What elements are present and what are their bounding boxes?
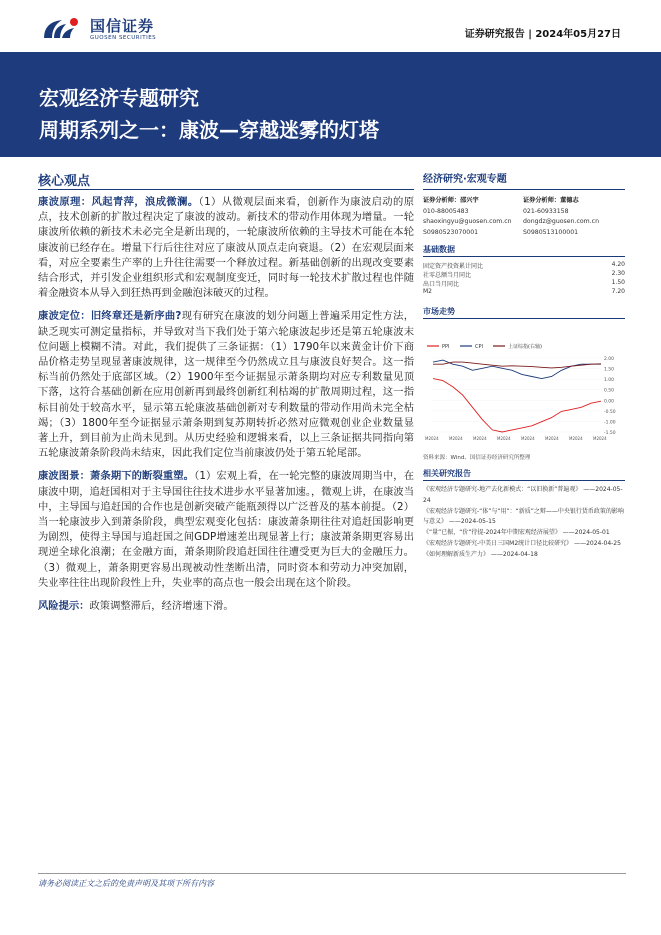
metric-value: 2.30 [611,270,625,277]
core-paragraph [38,599,414,614]
paragraph-body: （1）从微观层面来看，创新作为康波启动的原点，技术创新的扩散过程决定了康波的波动。新技术的带动作用体现为增量。一轮康波所依赖的新技术未必完全是新出现的，一轮康波所依赖的主导技术可能在本轮康波前已经存在。增量下行后往往对应了康波从顶点走向衰退。（2）在宏观层面来看，对应全要素生产率的上升往往需要一个释放过程。新基础创新的出现改变要素结合形式，并引发企业组织形式和宏观制度变迁，同时每一轮技术扩散过程也伴随着金融资本从导入到狂热再到金融泡沫破灭的过程。 [38,196,415,300]
metric-label: M2 [423,288,432,295]
legend-label: PPI [442,344,450,350]
x-tick-label: M2024 [473,436,487,441]
analyst-cert: S0980513100001 [523,228,579,236]
core-paragraph [38,309,414,461]
related-reports [423,485,625,561]
core-paragraph [38,469,414,591]
paragraph-body: （1）宏观上看，在一轮完整的康波周期当中，在康波中期，追赶国相对于主导国往往技术进步水平显著加速。，微观上讲，在康波当中，主导国与追赶国的合作也是创新突破产能瓶颈得以广泛普及的基本前提。（2）当一轮康波步入到萧条阶段，典型宏观变化包括：康波萧条期往往对追赶国影响更为剧烈，使得主导国与追赶国之间GDP增速差出现显著上行；康波萧条期更容易出现逆全球化浪潮；在金融方面，萧条期阶段追赶国往往遭受更为巨大的金融压力。（3）微观上，萧条期更容易出现被动性垄断出清，同时资本和劳动力冲突加剧，失业率往往出现阶段性上升，失业率的高点也一般会出现在这个阶段。 [38,470,415,589]
y-tick-label: 2.00 [604,357,615,362]
basic-data-heading: 基础数据 [423,245,455,254]
related-report-item[interactable]: 《宏观经济专题研究-中美日三国M2统计口径比较研究》 ——2024-04-25 [423,539,621,547]
x-tick-label: M2024 [545,436,559,441]
analyst-card [523,196,623,238]
banner-subtitle: 周期系列之一：康波—穿越迷雾的灯塔 [39,118,379,142]
analyst-email[interactable]: shaoxingyu@guosen.com.cn [423,218,512,225]
y-tick-label: -1.00 [604,420,616,426]
related-report-item[interactable]: 《宏观经济专题研究-地产去化新模式：“以旧换新”普遍观》 ——2024-05-24 [423,486,623,504]
analyst-email[interactable]: dongdz@guosen.com.cn [523,218,599,225]
x-tick-label: M2024 [593,436,607,441]
x-tick-label: M2024 [425,436,439,441]
related-divider [423,480,625,481]
related-heading: 相关研究报告 [423,469,471,478]
y-tick-label: 1.50 [604,367,615,373]
trend-divider [423,318,625,319]
related-report-item[interactable]: 《“量”已振，“价”待提-2024年中期宏观经济展望》 ——2024-05-01 [423,529,610,537]
analyst-name: 邵兴宇 [460,197,479,204]
metric-value: 7.20 [611,288,625,295]
related-report-item[interactable]: 《宏观经济专题研究-“体”与“用”：“新质”之辩——中央银行货币政策的影响与意义》 ——2024-05-15 [423,507,624,526]
legend-label: CPI [475,344,483,350]
paragraph-body: 政策调整滞后，经济增速下滑。 [89,600,234,613]
y-tick-label: 1.00 [604,378,615,384]
x-tick-label: M2024 [497,436,511,441]
banner-title: 宏观经济专题研究 [39,86,199,110]
paragraph-lead: 风险提示： [38,600,90,613]
basic-data-divider [423,256,625,257]
paragraph-body: 现有研究在康波的划分问题上普遍采用定性方法，缺乏现实可测定量指标，并导致对当下我们处于第六轮康波起步还是第五轮康波末位问题上模糊不清。对此，我们提供了三条证据：（1）1790年以来黄金计价下商品价格走势呈现显著康波规律，这一规律至今仍然成立且与康波良好契合。这一指标当前仍然处于底部区域。（2）1900年至今证据显示萧条期均对应专利数量见顶下落，这符合基础创新在应用创新再到最终创新红利枯竭的扩散周期过程，这一指标目前处于较高水平，显示第五轮康波基础创新对专利数量的带动作用尚未完全枯竭；（3）1800年至今证据显示萧条期到复苏期转折必然对应微观创业企业数量显著上升，到目前为止尚未见到。从历史经验和逻辑来看，以上三条证据共同指向第五轮康波萧条阶段尚未结束，因此我们定位当前康波仍处于第五轮尾部。 [38,310,415,460]
core-heading: 核心观点 [38,174,91,189]
logo-mark-icon [40,16,84,42]
analyst-card [423,196,523,238]
x-tick-label: M2024 [521,436,535,441]
side-divider [423,189,625,190]
market-trend-chart [423,340,625,450]
report-type: 证券研究报告 | 2024年05月27日 [464,29,621,40]
analyst-role: 证券分析师： [523,197,561,204]
footer-divider [38,873,626,874]
metric-row [423,261,625,270]
guosen-logo [40,14,180,44]
analyst-role: 证券分析师： [423,197,461,204]
y-tick-label: -1.50 [604,431,616,436]
y-tick-label: -0.50 [604,409,616,415]
series-line-PPI [433,379,601,432]
analyst-phone: 010-88005483 [423,207,469,215]
x-tick-label: M2024 [449,436,463,441]
legend-label: 上证综指(右轴) [508,344,542,350]
y-tick-label: 0.00 [604,399,615,405]
chart-source: 资料来源：Wind、国信证券经济研究所整理 [423,455,531,461]
logo-cn: 国信证券 [90,17,155,35]
metric-row [423,270,625,279]
x-tick-label: M2024 [569,436,583,441]
paragraph-lead: 康波图景：萧条期下的断裂重塑。 [38,470,195,483]
metric-row [423,288,625,297]
disclaimer-notice: 请务必阅读正文之后的免责声明及其项下所有内容 [38,879,214,888]
analyst-cert: S0980523070001 [423,228,479,236]
logo-en: GUOSEN SECURITIES [90,35,157,41]
metric-row [423,279,625,288]
metric-label: 固定资产投资累计同比 [423,263,484,270]
trend-heading: 市场走势 [423,307,455,316]
related-report-item[interactable]: 《如何理解新质生产力》 ——2024-04-18 [423,550,538,558]
metric-label: 出口当月同比 [423,281,460,288]
metric-value: 1.50 [611,279,625,286]
core-content [38,195,414,622]
side-header [423,170,625,190]
analyst-phone: 021-60933158 [523,207,569,215]
core-paragraph [38,195,414,301]
header [0,0,661,52]
series-line-CPI [433,360,601,379]
metric-value: 4.20 [611,261,625,268]
y-tick-label: 0.50 [604,388,615,394]
side-heading: 经济研究·宏观专题 [423,174,507,185]
core-divider [38,189,414,190]
paragraph-lead: 康波定位：旧终章还是新序曲? [38,310,182,323]
metric-label: 社零总额当月同比 [423,272,472,279]
paragraph-lead: 康波原理：风起青萍，浪成微澜。 [38,196,199,208]
analyst-name: 董德志 [560,197,579,204]
